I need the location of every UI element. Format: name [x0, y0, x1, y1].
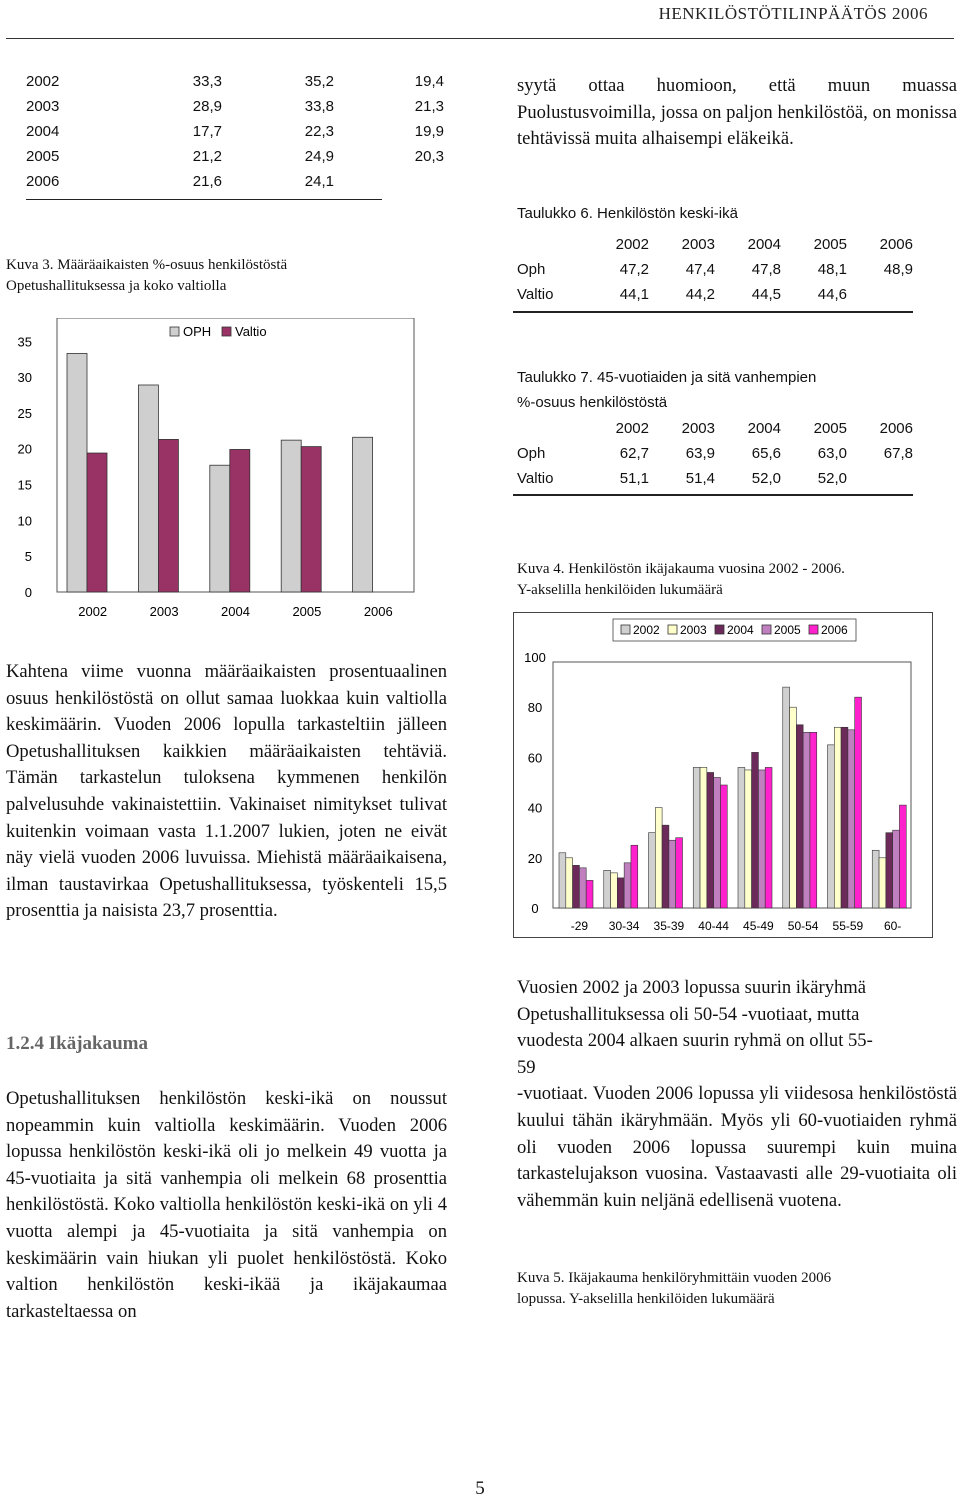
table-row [517, 282, 913, 307]
y-tick-label: 35 [17, 334, 32, 350]
bar-2003 [834, 727, 841, 908]
y-tick-label: 80 [527, 700, 543, 716]
value-cell: 51,1 [619, 470, 649, 487]
bar-2002 [649, 833, 656, 908]
year-cell: 2004 [26, 123, 60, 140]
y-tick-label: 60 [527, 750, 543, 766]
bar-2004 [796, 725, 803, 908]
bar-2002 [559, 853, 566, 908]
bar-2002 [738, 767, 745, 908]
value-cell: 48,9 [883, 261, 913, 278]
temporary-staff-chart [0, 318, 500, 624]
value-cell [847, 282, 913, 307]
bar-2004 [752, 752, 759, 908]
bar-2002 [693, 767, 700, 908]
table6-rule [513, 311, 913, 313]
table-row [517, 466, 913, 491]
table7-rule [513, 494, 913, 496]
legend-swatch [668, 625, 677, 634]
y-tick-label: 20 [17, 441, 32, 457]
year-header: 2004 [747, 236, 781, 253]
legend-label: Valtio [235, 324, 267, 339]
legend-swatch [170, 327, 179, 336]
legend-label: OPH [183, 324, 212, 339]
value-cell: 48,1 [817, 261, 847, 278]
table7-title-line1: Taulukko 7. 45-vuotiaiden ja sitä vanhempien [517, 369, 817, 386]
x-tick-label: 40-44 [698, 919, 729, 933]
header-row [517, 232, 913, 257]
bar-oph [353, 437, 373, 592]
value-cell: 24,1 [304, 173, 334, 190]
header-row [517, 416, 913, 441]
value-cell: 22,3 [304, 123, 334, 140]
table7-title-line2: %-osuus henkilöstöstä [517, 394, 668, 411]
y-tick-label: 15 [17, 477, 32, 493]
y-tick-label: 0 [531, 901, 539, 916]
bar-2005 [714, 777, 721, 908]
figure3-caption-line1: Kuva 3. Määräaikaisten %-osuus henkilöstöstä [6, 257, 288, 273]
bar-valtio [301, 447, 321, 592]
bar-2003 [879, 858, 886, 908]
table-row [517, 257, 913, 282]
year-header: 2002 [615, 236, 649, 253]
y-tick-label: 5 [24, 549, 32, 565]
bar-2006 [720, 785, 727, 908]
value-cell: 21,6 [192, 173, 222, 190]
bar-valtio [158, 439, 178, 592]
bar-2004 [573, 865, 580, 908]
left-paragraph-2: Opetushallituksen henkilöstön keski-ikä on noussut nopeammin kuin valtiolla keskimäärin. Vuoden 2006 lopussa henkilöstön keski-ikä oli jo melkein 49 vuotta ja 45-vuotiaita ja sitä vanhempia oli melkein 68 prosenttia henkilöstöstä. Koko valtiolla henkilöstön keski-ikä on yli 4 vuotta alempi ja 45-vuotiaita ja sitä vanhempia on keskimäärin vain hiukan yli puolet henkilöstöstä. Koko valtion henkilöstön keski-ikää ja ikäjakaumaa tarkasteltaessa on [6, 1088, 447, 1322]
value-cell: 44,5 [751, 286, 781, 303]
figure4-caption-line1: Kuva 4. Henkilöstön ikäjakauma vuosina 2002 - 2006. [517, 561, 845, 577]
age-distribution-chart [513, 612, 933, 942]
figure5-caption-line2: lopussa. Y-akselilla henkilöiden lukumäärä [517, 1291, 775, 1307]
year-header: 2002 [615, 420, 649, 437]
value-cell: 52,0 [751, 470, 781, 487]
figure4-caption-line2: Y-akselilla henkilöiden lukumäärä [517, 582, 723, 598]
y-tick-label: 30 [17, 370, 32, 386]
right-paragraph-2-line3: vuodesta 2004 alkaen suurin ryhmä on ollut 55- [517, 1030, 873, 1052]
value-cell: 63,9 [685, 445, 715, 462]
row-label: Valtio [517, 470, 554, 487]
right-paragraph-2 [517, 975, 957, 1214]
legend-label: 2004 [727, 623, 754, 637]
value-cell: 19,4 [414, 73, 444, 90]
table-row [26, 69, 444, 94]
x-tick-label: 50-54 [787, 919, 819, 933]
x-tick-label: -29 [570, 919, 589, 933]
value-cell: 35,2 [304, 73, 334, 90]
table7 [517, 416, 913, 491]
bar-2004 [662, 825, 669, 908]
x-tick-label: 30-34 [608, 919, 640, 933]
bar-2005 [803, 732, 810, 908]
legend-swatch [621, 625, 630, 634]
table6-title: Taulukko 6. Henkilöstön keski-ikä [517, 205, 738, 222]
bar-2003 [611, 873, 618, 908]
value-cell: 47,4 [685, 261, 715, 278]
figure3-caption [6, 255, 486, 297]
value-cell: 44,1 [619, 286, 649, 303]
x-tick-label: 2003 [149, 604, 179, 619]
value-cell: 51,4 [685, 470, 715, 487]
bar-2006 [899, 805, 906, 908]
percent-table [26, 69, 444, 194]
x-tick-label: 45-49 [743, 919, 774, 933]
value-cell: 44,2 [685, 286, 715, 303]
page-number: 5 [475, 1478, 485, 1499]
bar-2003 [566, 858, 573, 908]
value-cell: 24,9 [304, 148, 334, 165]
legend-swatch [809, 625, 818, 634]
bar-2006 [631, 845, 638, 908]
bar-2006 [810, 732, 817, 908]
value-cell: 19,9 [414, 123, 444, 140]
running-header: HENKILÖSTÖTILINPÄÄTÖS 2006 [658, 4, 928, 23]
bar-2002 [604, 870, 611, 908]
x-tick-label: 55-59 [832, 919, 864, 933]
header-rule [6, 38, 954, 39]
x-tick-label: 60- [883, 919, 902, 933]
legend-swatch [762, 625, 771, 634]
figure4-caption [517, 559, 845, 601]
value-cell: 44,6 [817, 286, 847, 303]
right-paragraph-2-rest: -vuotiaat. Vuoden 2006 lopussa yli viidesosa henkilöstöstä kuului tähän ikäryhmään. Myös yli 60-vuotiaiden ryhmä oli vuoden 2006 lopussa suurempi kuin muina tarkastelujakson vuosina. Vastaavasti alle 29-vuotiaita oli vähemmän kuin neljänä edellisenä vuotena. [517, 1083, 957, 1211]
year-header: 2003 [681, 420, 715, 437]
value-cell [334, 169, 444, 194]
value-cell: 20,3 [414, 148, 444, 165]
bar-2005 [848, 730, 855, 908]
value-cell: 52,0 [817, 470, 847, 487]
right-paragraph-2-line2: Opetushallituksessa oli 50-54 -vuotiaat, mutta [517, 1003, 860, 1025]
x-tick-label: 2002 [78, 604, 108, 619]
year-header: 2005 [813, 420, 847, 437]
bar-2006 [676, 838, 683, 908]
bar-2006 [855, 697, 862, 908]
value-cell: 28,9 [192, 98, 222, 115]
year-cell: 2002 [26, 73, 60, 90]
bar-2006 [586, 880, 593, 908]
bar-2004 [841, 727, 848, 908]
x-tick-label: 2006 [363, 604, 393, 619]
value-cell: 63,0 [817, 445, 847, 462]
figure5-caption [517, 1268, 957, 1310]
bar-oph [138, 385, 158, 592]
row-label: Valtio [517, 286, 554, 303]
y-tick-label: 0 [24, 585, 32, 600]
bar-2002 [783, 687, 790, 908]
value-cell: 65,6 [751, 445, 781, 462]
value-cell: 47,8 [751, 261, 781, 278]
bar-2005 [758, 770, 765, 908]
legend-label: 2005 [774, 623, 801, 637]
value-cell: 67,8 [883, 445, 913, 462]
bar-2003 [790, 707, 797, 908]
table-row [26, 169, 444, 194]
bar-valtio [87, 453, 107, 592]
bar-2005 [669, 840, 676, 908]
bar-2005 [893, 830, 900, 908]
table-row [26, 119, 444, 144]
y-tick-label: 10 [17, 513, 32, 529]
legend-label: 2002 [633, 623, 660, 637]
bar-2002 [872, 850, 879, 908]
year-header: 2006 [879, 420, 913, 437]
year-cell: 2005 [26, 148, 60, 165]
right-paragraph-1: syytä ottaa huomioon, että muun muassa Puolustusvoimilla, jossa on paljon henkilöstöä, on monissa tehtävissä muita alhaisempi eläkeikä. [517, 75, 957, 150]
bar-2003 [700, 767, 707, 908]
value-cell: 21,3 [414, 98, 444, 115]
bar-oph [210, 465, 230, 592]
figure5-caption-line1: Kuva 5. Ikäjakauma henkilöryhmittäin vuoden 2006 [517, 1270, 832, 1286]
x-tick-label: 35-39 [653, 919, 685, 933]
x-tick-label: 2005 [292, 604, 322, 619]
bar-oph [281, 440, 301, 592]
table-row [517, 441, 913, 466]
x-tick-label: 2004 [221, 604, 250, 619]
bar-2003 [655, 808, 662, 908]
right-paragraph-2-line4: 59 [517, 1056, 536, 1078]
year-header: 2004 [747, 420, 781, 437]
value-cell: 17,7 [192, 123, 222, 140]
year-header: 2005 [813, 236, 847, 253]
row-label: Oph [517, 445, 546, 462]
year-cell: 2003 [26, 98, 60, 115]
table7-title [517, 365, 816, 415]
table-rule [26, 199, 382, 200]
year-header: 2003 [681, 236, 715, 253]
bar-2002 [828, 745, 835, 908]
year-cell: 2006 [26, 173, 60, 190]
year-header: 2006 [879, 236, 913, 253]
y-tick-label: 25 [17, 405, 32, 421]
value-cell: 62,7 [619, 445, 649, 462]
bar-2005 [624, 863, 631, 908]
value-cell: 47,2 [619, 261, 649, 278]
corner-cell [517, 232, 583, 257]
bar-valtio [230, 449, 250, 592]
row-label: Oph [517, 261, 546, 278]
table-row [26, 144, 444, 169]
y-tick-label: 20 [527, 850, 543, 866]
bar-2006 [765, 767, 772, 908]
bar-2004 [707, 772, 714, 908]
table-row [26, 94, 444, 119]
figure3-caption-line2: Opetushallituksessa ja koko valtiolla [6, 278, 227, 294]
value-cell: 21,2 [192, 148, 222, 165]
value-cell: 33,8 [304, 98, 334, 115]
value-cell [847, 466, 913, 491]
bar-2004 [617, 878, 624, 908]
table6 [517, 232, 913, 307]
section-heading: 1.2.4 Ikäjakauma [6, 1033, 148, 1054]
y-tick-label: 40 [527, 800, 543, 816]
bar-2003 [745, 770, 752, 908]
legend-label: 2003 [680, 623, 707, 637]
y-tick-label: 100 [524, 650, 546, 665]
bar-2005 [579, 868, 586, 908]
bar-2004 [886, 833, 893, 908]
left-paragraph-1: Kahtena viime vuonna määräaikaisten prosentuaalinen osuus henkilöstöstä on ollut samaa luokkaa kuin valtiolla keskimäärin. Vuoden 2006 lopulla tarkasteltiin jälleen Opetushallituksen kaikkien määräaikaisten tehtäviä. Tämän tarkastelun tuloksena kymmenen henkilön palvelusuhde vakinaistettiin. Vakinaiset nimitykset tulivat kuitenkin voimaan vasta 1.1.2007 lukien, joten ne eivät näy vielä vuoden 2006 luvuissa. Miehistä määräaikaisena, ilman taustavirkaa Opetushallituksessa, työskenteli 15,5 prosenttia ja naisista 23,7 prosenttia. [6, 661, 447, 922]
legend-swatch [715, 625, 724, 634]
right-paragraph-2-line1: Vuosien 2002 ja 2003 lopussa suurin ikäryhmä [517, 977, 867, 998]
bar-oph [67, 353, 87, 592]
legend-swatch [222, 327, 231, 336]
legend-label: 2006 [821, 623, 848, 637]
corner-cell [517, 416, 583, 441]
value-cell: 33,3 [192, 73, 222, 90]
